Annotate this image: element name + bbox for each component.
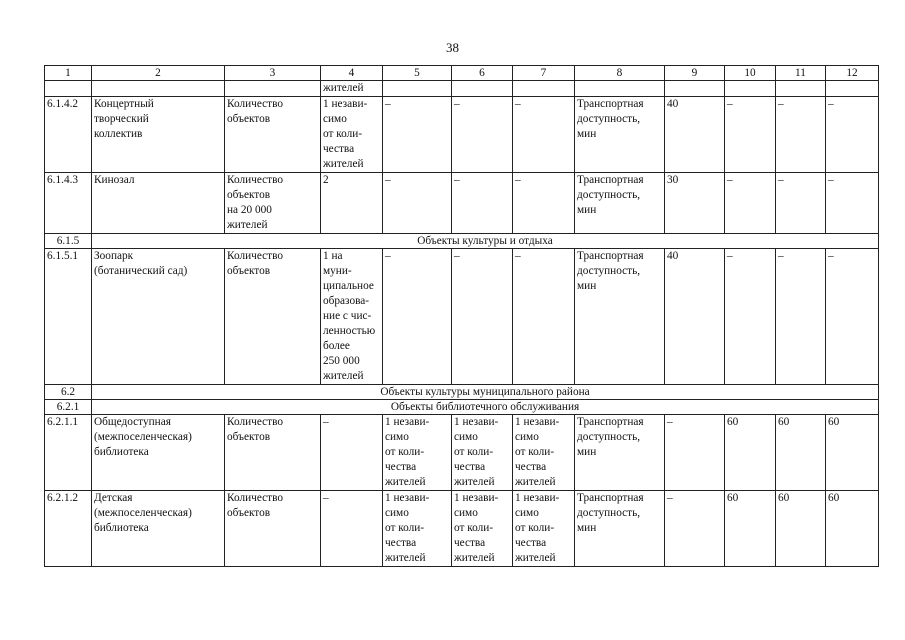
column-number: 3 xyxy=(225,66,321,81)
value-col7: 1 незави- симо от коли- чества жителей xyxy=(513,491,575,567)
value-col7: 1 незави- симо от коли- чества жителей xyxy=(513,415,575,491)
section-title: Объекты библиотечного обслуживания xyxy=(92,400,879,415)
item-code: 6.1.4.3 xyxy=(45,173,92,234)
value-col5: 1 незави- симо от коли- чества жителей xyxy=(383,491,452,567)
column-number: 6 xyxy=(452,66,513,81)
value-col5: – xyxy=(383,249,452,385)
item-code: 6.2.1.2 xyxy=(45,491,92,567)
column-number: 11 xyxy=(776,66,826,81)
value-col5: – xyxy=(383,97,452,173)
value-col11: – xyxy=(776,97,826,173)
table-cell xyxy=(225,81,321,97)
value-col6: – xyxy=(452,249,513,385)
table-cell xyxy=(725,81,776,97)
value-col12: – xyxy=(826,173,879,234)
value-col11: 60 xyxy=(776,415,826,491)
value-col9: 30 xyxy=(665,173,725,234)
carry-over-text: жителей xyxy=(321,81,383,97)
item-indicator: Количество объектов xyxy=(225,491,321,567)
value-col6: – xyxy=(452,97,513,173)
value-col4: – xyxy=(321,415,383,491)
table-cell xyxy=(92,81,225,97)
item-code: 6.1.4.2 xyxy=(45,97,92,173)
value-col12: 60 xyxy=(826,491,879,567)
value-col4: 2 xyxy=(321,173,383,234)
value-col4: 1 на муни- ципальное образова- ние с чис- ленностью более 250 000 жителей xyxy=(321,249,383,385)
value-col9: – xyxy=(665,415,725,491)
section-row xyxy=(45,400,879,415)
section-code: 6.2 xyxy=(45,385,92,400)
value-col11: – xyxy=(776,249,826,385)
value-col9: 40 xyxy=(665,97,725,173)
value-col12: – xyxy=(826,249,879,385)
table-row xyxy=(45,249,879,385)
table-cell xyxy=(826,81,879,97)
table-cell xyxy=(513,81,575,97)
section-code: 6.2.1 xyxy=(45,400,92,415)
item-code: 6.2.1.1 xyxy=(45,415,92,491)
table-cell xyxy=(383,81,452,97)
value-col7: – xyxy=(513,173,575,234)
value-col11: – xyxy=(776,173,826,234)
value-col4: 1 незави- симо от коли- чества жителей xyxy=(321,97,383,173)
column-number: 12 xyxy=(826,66,879,81)
value-unit: Транспортная доступность, мин xyxy=(575,415,665,491)
item-indicator: Количество объектов xyxy=(225,415,321,491)
value-col4: – xyxy=(321,491,383,567)
table-cell xyxy=(665,81,725,97)
value-col7: – xyxy=(513,97,575,173)
value-col5: – xyxy=(383,173,452,234)
table-cell xyxy=(575,81,665,97)
column-number: 7 xyxy=(513,66,575,81)
table-cell xyxy=(45,81,92,97)
value-col10: – xyxy=(725,97,776,173)
column-number: 2 xyxy=(92,66,225,81)
item-indicator: Количество объектов xyxy=(225,249,321,385)
value-unit: Транспортная доступность, мин xyxy=(575,249,665,385)
value-col10: 60 xyxy=(725,415,776,491)
carry-over-row xyxy=(45,81,879,97)
item-name: Общедоступная (межпоселенческая) библиотека xyxy=(92,415,225,491)
item-name: Кинозал xyxy=(92,173,225,234)
item-code: 6.1.5.1 xyxy=(45,249,92,385)
table-row xyxy=(45,491,879,567)
column-number-row xyxy=(45,66,879,81)
page-number: 38 xyxy=(446,40,459,55)
column-number: 9 xyxy=(665,66,725,81)
value-col12: – xyxy=(826,97,879,173)
item-indicator: Количество объектов на 20 000 жителей xyxy=(225,173,321,234)
table-row xyxy=(45,415,879,491)
item-name: Зоопарк (ботанический сад) xyxy=(92,249,225,385)
section-row xyxy=(45,234,879,249)
value-col11: 60 xyxy=(776,491,826,567)
value-unit: Транспортная доступность, мин xyxy=(575,173,665,234)
value-col6: 1 незави- симо от коли- чества жителей xyxy=(452,491,513,567)
item-name: Детская (межпоселенческая) библиотека xyxy=(92,491,225,567)
standards-table xyxy=(44,65,879,567)
value-unit: Транспортная доступность, мин xyxy=(575,97,665,173)
column-number: 8 xyxy=(575,66,665,81)
value-col6: – xyxy=(452,173,513,234)
table-cell xyxy=(452,81,513,97)
table-row xyxy=(45,97,879,173)
value-unit: Транспортная доступность, мин xyxy=(575,491,665,567)
section-row xyxy=(45,385,879,400)
column-number: 1 xyxy=(45,66,92,81)
value-col10: – xyxy=(725,173,776,234)
item-name: Концертный творческий коллектив xyxy=(92,97,225,173)
section-title: Объекты культуры муниципального района xyxy=(92,385,879,400)
value-col10: 60 xyxy=(725,491,776,567)
value-col6: 1 незави- симо от коли- чества жителей xyxy=(452,415,513,491)
value-col9: 40 xyxy=(665,249,725,385)
value-col10: – xyxy=(725,249,776,385)
section-code: 6.1.5 xyxy=(45,234,92,249)
value-col7: – xyxy=(513,249,575,385)
item-indicator: Количество объектов xyxy=(225,97,321,173)
column-number: 4 xyxy=(321,66,383,81)
column-number: 5 xyxy=(383,66,452,81)
table-row xyxy=(45,173,879,234)
value-col12: 60 xyxy=(826,415,879,491)
column-number: 10 xyxy=(725,66,776,81)
section-title: Объекты культуры и отдыха xyxy=(92,234,879,249)
table-cell xyxy=(776,81,826,97)
value-col9: – xyxy=(665,491,725,567)
value-col5: 1 незави- симо от коли- чества жителей xyxy=(383,415,452,491)
